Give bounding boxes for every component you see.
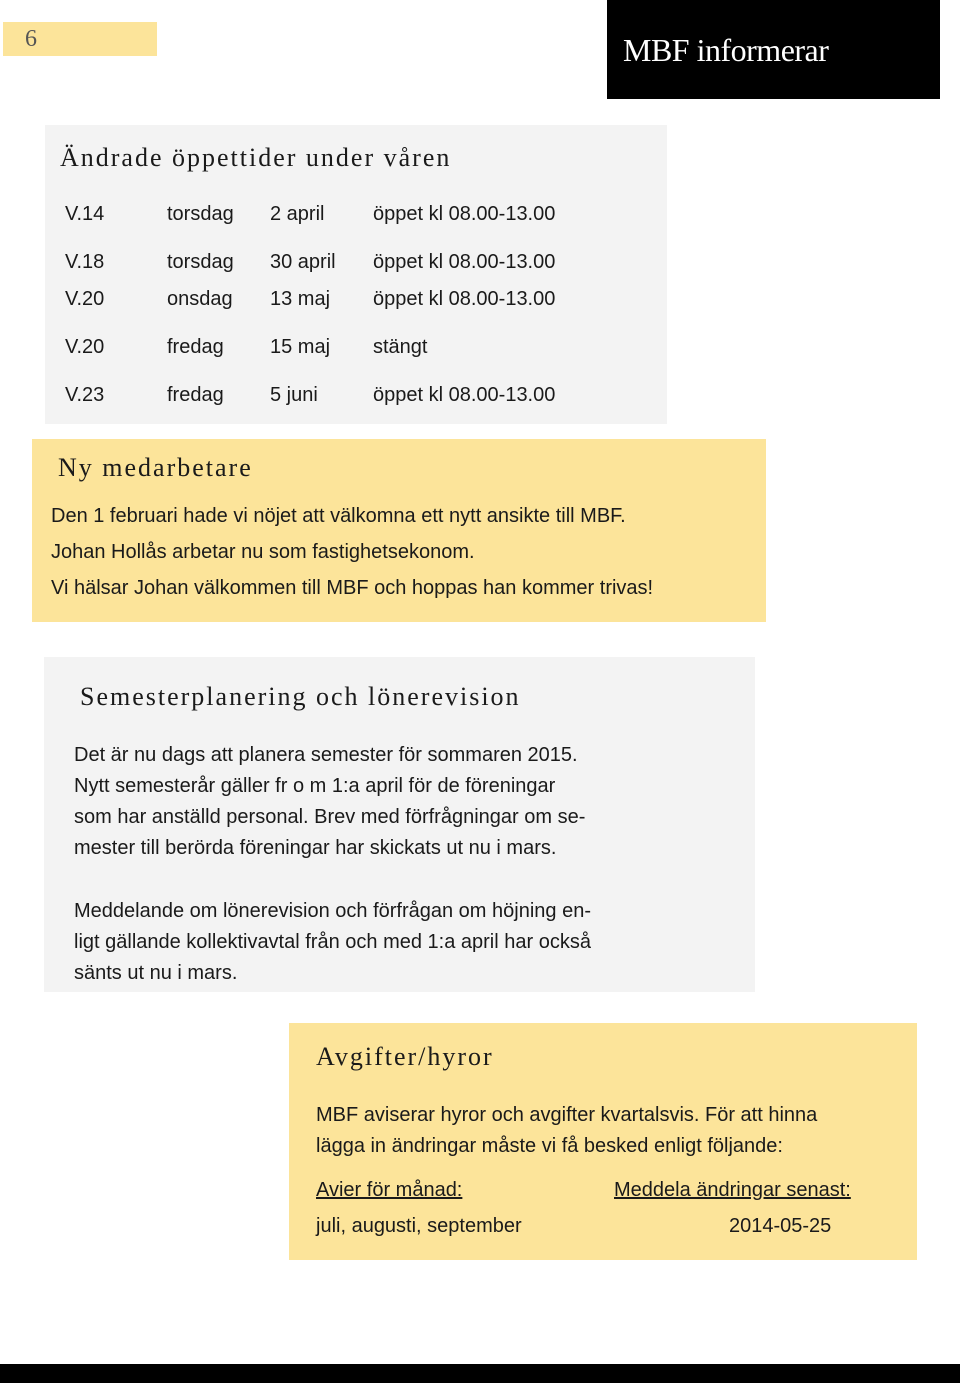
fees-column-header-deadline: Meddela ändringar senast: [614,1179,851,1201]
hours-status: öppet kl 08.00-13.00 [373,384,556,406]
page-number: 6 [3,22,157,56]
hours-date: 13 maj [270,288,331,310]
fees-months-value: juli, augusti, september [316,1215,522,1237]
hours-week: V.20 [65,288,105,310]
salary-line: sänts ut nu i mars. [74,962,238,984]
vacation-line: som har anställd personal. Brev med förfrågningar om se- [74,806,586,828]
fees-line: lägga in ändringar måste vi få besked enligt följande: [316,1135,783,1157]
new-staff-line: Den 1 februari hade vi nöjet att välkomna ett nytt ansikte till MBF. [51,505,626,527]
hours-day: onsdag [167,288,233,310]
new-staff-line: Johan Hollås arbetar nu som fastighetsekonom. [51,541,475,563]
header-title: MBF informerar [623,32,829,68]
new-staff-line: Vi hälsar Johan välkommen till MBF och hoppas han kommer trivas! [51,577,654,599]
hours-status: öppet kl 08.00-13.00 [373,288,556,310]
hours-day: fredag [167,336,224,358]
vacation-paragraph-2 [74,896,744,989]
hours-title: Ändrade öppettider under våren [60,143,452,172]
hours-date: 2 april [270,203,325,225]
header-banner [607,0,940,99]
hours-day: fredag [167,384,224,406]
hours-week: V.23 [65,384,105,406]
hours-week: V.20 [65,336,105,358]
hours-day: torsdag [167,203,234,225]
hours-status: stängt [373,336,428,358]
hours-date: 15 maj [270,336,331,358]
vacation-title: Semesterplanering och lönerevision [80,682,521,711]
hours-day: torsdag [167,251,234,273]
hours-week: V.18 [65,251,105,273]
hours-status: öppet kl 08.00-13.00 [373,251,556,273]
hours-date: 5 juni [270,384,318,406]
salary-line: ligt gällande kollektivavtal från och med 1:a april har också [74,931,591,953]
new-staff-text [51,498,763,606]
fees-text [316,1100,911,1162]
salary-line: Meddelande om lönerevision och förfrågan om höjning en- [74,900,591,922]
vacation-paragraph-1 [74,740,744,864]
footer-bar [0,1364,960,1383]
fees-title: Avgifter/hyror [316,1042,494,1071]
fees-deadline-value: 2014-05-25 [729,1215,832,1237]
fees-column-header-months: Avier för månad: [316,1179,463,1201]
hours-status: öppet kl 08.00-13.00 [373,203,556,225]
vacation-line: Det är nu dags att planera semester för sommaren 2015. [74,744,578,766]
new-staff-title: Ny medarbetare [58,453,253,482]
hours-week: V.14 [65,203,105,225]
vacation-line: mester till berörda föreningar har skickats ut nu i mars. [74,837,557,859]
fees-line: MBF aviserar hyror och avgifter kvartalsvis. För att hinna [316,1104,818,1126]
hours-date: 30 april [270,251,336,273]
vacation-line: Nytt semesterår gäller fr o m 1:a april för de föreningar [74,775,556,797]
